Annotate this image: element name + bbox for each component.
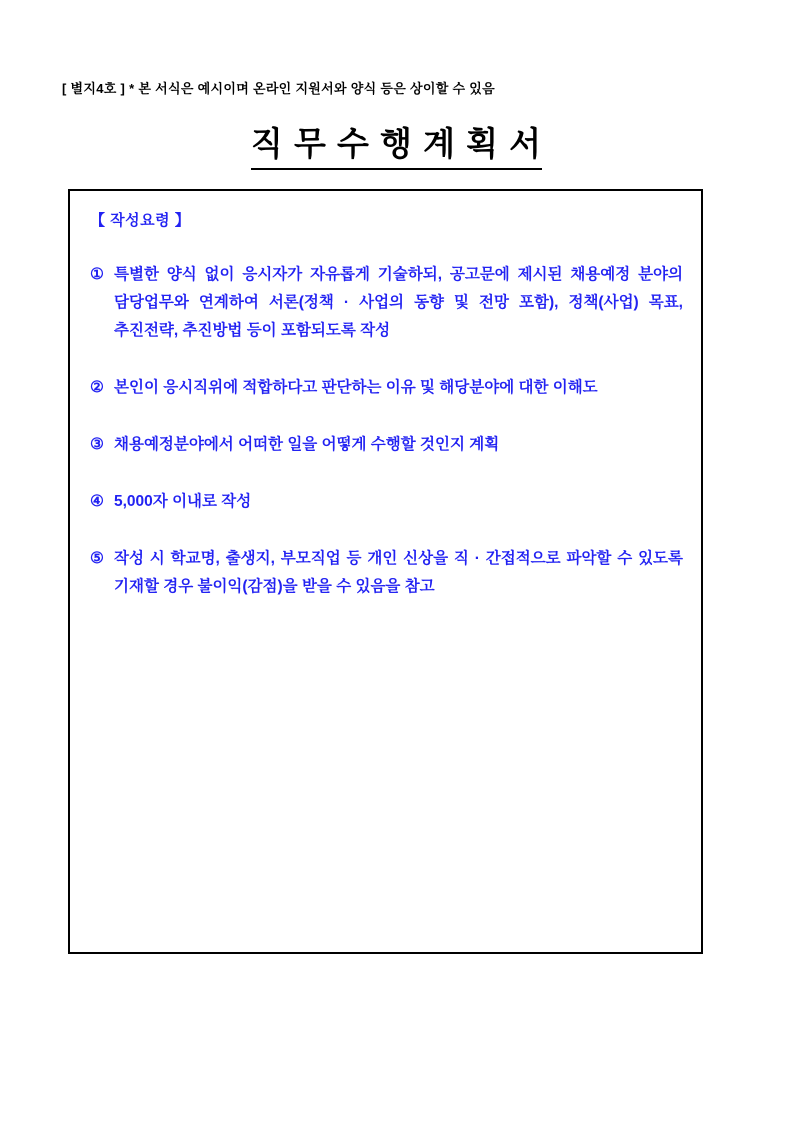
item-text: 5,000자 이내로 작성 [114,493,252,510]
item-number: ④ [90,493,104,510]
guideline-heading: 【 작성요령 】 [90,212,191,229]
document-title-text: 직 무 수 행 계 획 서 [251,118,542,170]
item-number: ① [90,266,104,283]
item-text: 작성 시 학교명, 출생지, 부모직업 등 개인 신상을 직 · 간접적으로 파악할 수 있도록 기재할 경우 불이익(감점)을 받을 수 있음을 참고 [114,550,683,595]
guideline-item [90,261,683,345]
item-text: 본인이 응시직위에 적합하다고 판단하는 이유 및 해당분야에 대한 이해도 [114,379,598,396]
item-text: 채용예정분야에서 어떠한 일을 어떻게 수행할 것인지 계획 [114,436,500,453]
form-annotation: [ 별지4호 ] * 본 서식은 예시이며 온라인 지원서와 양식 등은 상이할 수 있음 [62,81,496,96]
item-number: ⑤ [90,550,104,567]
guideline-box [68,189,703,954]
item-number: ② [90,379,104,396]
guideline-item [90,374,683,402]
item-number: ③ [90,436,104,453]
guideline-item [90,488,683,516]
guideline-item-list [90,261,683,601]
document-title [0,118,793,170]
guideline-item [90,545,683,601]
guideline-item [90,431,683,459]
item-text: 특별한 양식 없이 응시자가 자유롭게 기술하되, 공고문에 제시된 채용예정 분야의 담당업무와 연계하여 서론(정책 · 사업의 동향 및 전망 포함), 정책(사업) 목표, 추진전략, 추진방법 등이 포함되도록 작성 [114,266,683,339]
